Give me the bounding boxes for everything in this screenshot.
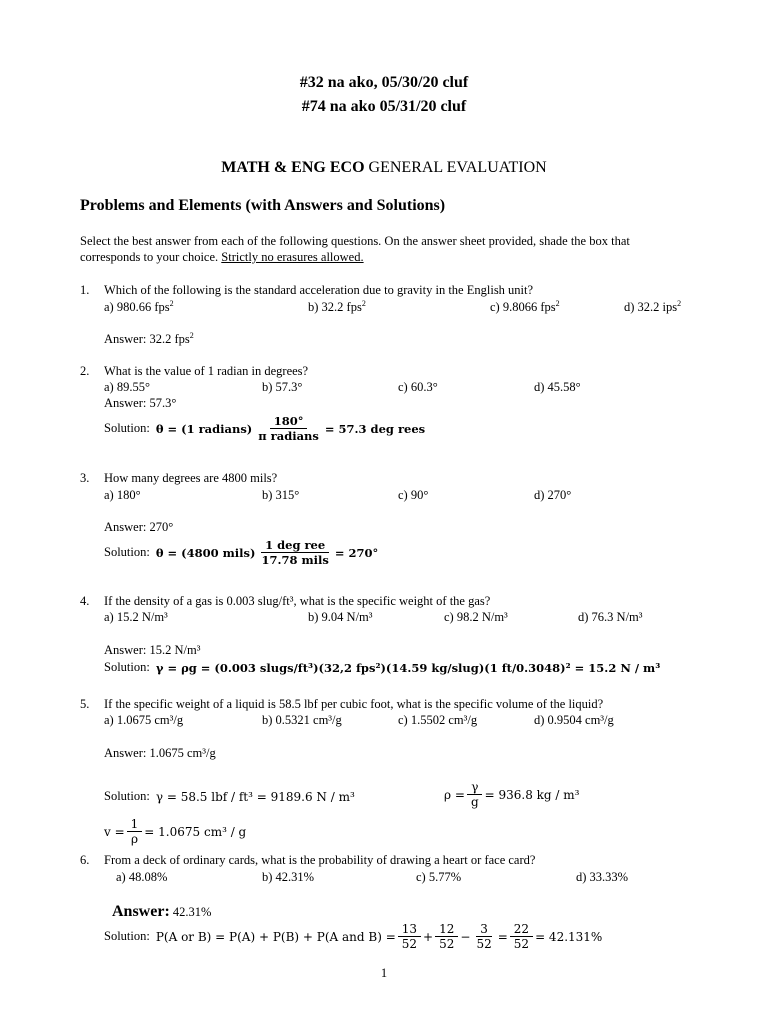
- subtitle: Problems and Elements (with Answers and Solutions): [80, 197, 446, 214]
- q5-text: If the specific weight of a liquid is 58.5 lbf per cubic foot, what is the specific volume of the liquid?: [104, 697, 604, 711]
- q3-number: 3.: [80, 471, 90, 485]
- q2-fraction: $\frac{180^\circ}{\text{π radians}}$: [258, 414, 319, 443]
- title-bold: MATH & ENG ECO: [221, 159, 365, 176]
- q1-choice-c: c) 9.8066 fps$^2$: [490, 299, 560, 315]
- q5-number: 5.: [80, 697, 90, 711]
- q3-choice-a: a) 180°: [104, 488, 141, 502]
- q2-choice-d: d) 45.58°: [534, 380, 581, 394]
- q2-solution: Solution: θ = (1 radians) $\frac{180^\circ}{\text{π radians}}$ = 57.3 deg rees: [104, 414, 426, 443]
- q2-text: What is the value of 1 radian in degrees?: [104, 364, 309, 378]
- q6-choice-c: c) 5.77%: [416, 870, 462, 884]
- q1-answer: Answer: 32.2 fps$^2$: [104, 331, 194, 347]
- q4-number: 4.: [80, 594, 90, 608]
- q4-solution: Solution: γ = ρg = (0.003 slugs/ft³)(32,2 fps²)(14.59 kg/slug)(1 ft/0.3048)² = 15.2 N / m³: [104, 660, 661, 675]
- q1-choice-d: d) 32.2 ips$^2$: [624, 299, 682, 315]
- q2-choice-c: c) 60.3°: [398, 380, 438, 394]
- q4-answer: Answer: 15.2 N/m³: [104, 643, 201, 657]
- q5-choice-a: a) 1.0675 cm³/g: [104, 713, 184, 727]
- q1-text: Which of the following is the standard acceleration due to gravity in the English unit?: [104, 283, 534, 297]
- q5-choice-b: b) 0.5321 cm³/g: [262, 713, 342, 727]
- q5-answer: Answer: 1.0675 cm³/g: [104, 746, 216, 760]
- instructions-line-2: [80, 250, 364, 265]
- title-rest: GENERAL EVALUATION: [364, 159, 547, 176]
- q3-choice-c: c) 90°: [398, 488, 429, 502]
- q3-fraction: $\frac{\text{1 deg ree}}{\text{17.78 mils}}$: [261, 538, 329, 567]
- page-title: [0, 159, 768, 177]
- instructions-plain: corresponds to your choice.: [80, 250, 222, 264]
- q5-solution-2: ρ = $\frac{\gamma}{g}$ = 936.8 kg / m³: [444, 780, 580, 809]
- q5-solution-3: v = $\frac{1}{\rho}$ = 1.0675 cm³ / g: [104, 817, 247, 846]
- q6-answer: Answer: 42.31%: [112, 903, 212, 920]
- q6-fraction-1: $\frac{13}{52}$: [398, 922, 421, 951]
- q2-choice-b: b) 57.3°: [262, 380, 303, 394]
- q2-choice-a: a) 89.55°: [104, 380, 150, 394]
- q6-fraction-4: $\frac{22}{52}$: [510, 922, 533, 951]
- q3-choice-b: b) 315°: [262, 488, 300, 502]
- q1-number: 1.: [80, 283, 90, 297]
- page-number: 1: [380, 966, 388, 980]
- q5-fraction-2: $\frac{\gamma}{g}$: [467, 780, 483, 809]
- q6-fraction-3: $\frac{3}{52}$: [476, 922, 492, 951]
- q3-answer: Answer: 270°: [104, 520, 174, 534]
- q2-number: 2.: [80, 364, 90, 378]
- q4-choice-a: a) 15.2 N/m³: [104, 610, 168, 624]
- q4-choice-d: d) 76.3 N/m³: [578, 610, 643, 624]
- q4-choice-c: c) 98.2 N/m³: [444, 610, 508, 624]
- q3-text: How many degrees are 4800 mils?: [104, 471, 278, 485]
- q2-answer: Answer: 57.3°: [104, 396, 177, 410]
- q1-choice-b: b) 32.2 fps$^2$: [308, 299, 366, 315]
- q6-solution: Solution: P(A or B) = P(A) + P(B) + P(A and B) = $\frac{13}{52}$ + $\frac{12}{52}$ − $\frac{3}{52}$ = $\frac{22}{52}$ = 42.131%: [104, 922, 603, 951]
- q5-choice-d: d) 0.9504 cm³/g: [534, 713, 614, 727]
- header-line-1: #32 na ako, 05/30/20 cluf: [299, 74, 469, 91]
- q6-choice-a: a) 48.08%: [116, 870, 168, 884]
- q4-text: If the density of a gas is 0.003 slug/ft³, what is the specific weight of the gas?: [104, 594, 491, 608]
- q6-fraction-2: $\frac{12}{52}$: [435, 922, 458, 951]
- q5-fraction-3: $\frac{1}{\rho}$: [127, 817, 143, 846]
- q5-solution-1: Solution: γ = 58.5 lbf / ft³ = 9189.6 N / m³: [104, 789, 355, 804]
- q6-text: From a deck of ordinary cards, what is the probability of drawing a heart or face card?: [104, 853, 536, 867]
- q1-choice-a: a) 980.66 fps$^2$: [104, 299, 174, 315]
- q4-choice-b: b) 9.04 N/m³: [308, 610, 373, 624]
- instructions-line-1: Select the best answer from each of the following questions. On the answer sheet provided, shade the box that: [80, 234, 630, 248]
- header-line-2: #74 na ako 05/31/20 cluf: [301, 98, 467, 115]
- q3-choice-d: d) 270°: [534, 488, 572, 502]
- q6-choice-b: b) 42.31%: [262, 870, 315, 884]
- instructions-underlined: Strictly no erasures allowed.: [221, 250, 364, 264]
- q5-choice-c: c) 1.5502 cm³/g: [398, 713, 478, 727]
- q6-number: 6.: [80, 853, 90, 867]
- q3-solution: Solution: θ = (4800 mils) $\frac{\text{1 deg ree}}{\text{17.78 mils}}$ = 270°: [104, 538, 379, 567]
- q6-choice-d: d) 33.33%: [576, 870, 629, 884]
